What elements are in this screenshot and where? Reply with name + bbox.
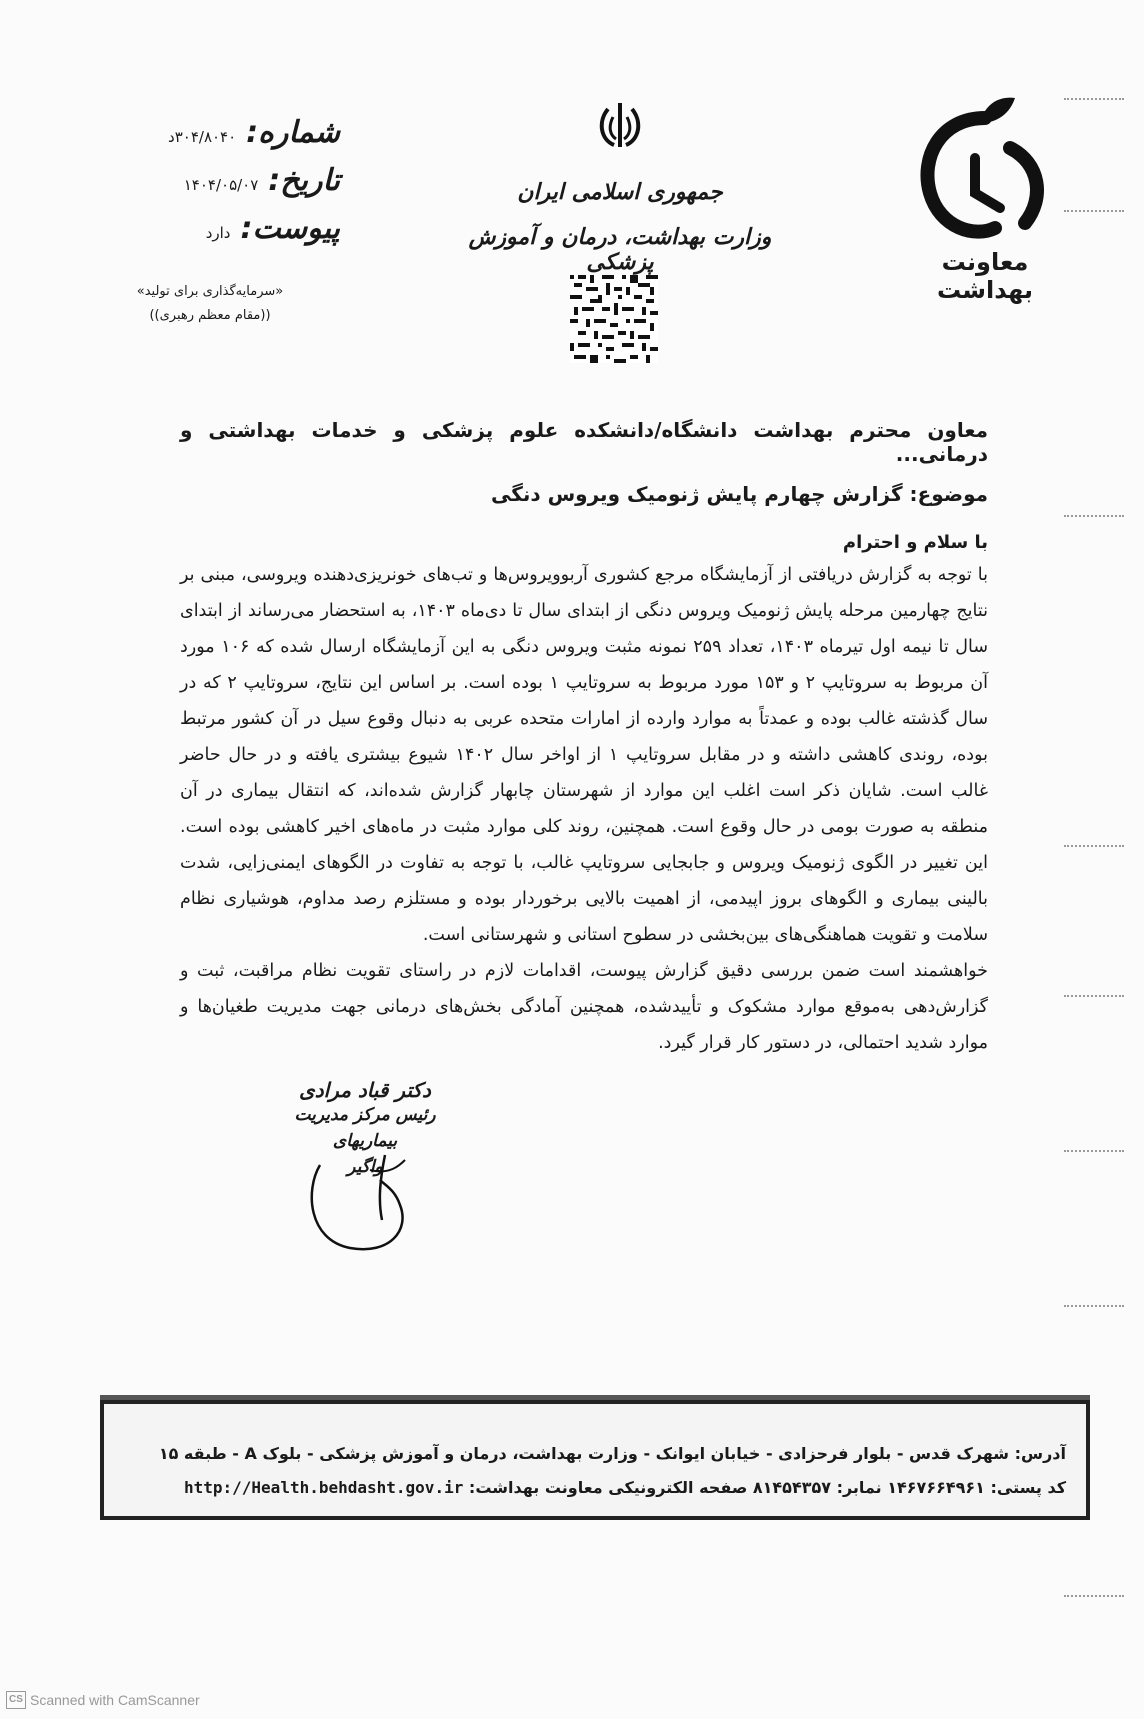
attachment-value: دارد	[205, 224, 231, 242]
letter-meta	[120, 115, 340, 259]
footer-contact	[184, 1478, 1066, 1497]
signatory-title-line1: رئیس مرکز مدیریت بیماریهای	[294, 1105, 436, 1151]
logo-label: معاونت بهداشت	[937, 248, 1033, 304]
apple-logo-icon	[900, 88, 1070, 248]
margin-mark	[1064, 1150, 1124, 1152]
deputy-health-logo	[900, 88, 1070, 304]
camscanner-icon: CS	[6, 1691, 26, 1709]
paragraph-2: خواهشمند است ضمن بررسی دقیق گزارش پیوست، اقدامات لازم در راستای تقویت نظام مراقبت، ثبت و گزارش‌دهی به‌موقع موارد مشکوک و تأییدشده، همچنین آمادگی بخش‌های درمانی جهت مدیریت طغیان‌ها و موارد شدید احتمالی، در دستور کار قرار گیرد.	[180, 961, 988, 1053]
qr-code-icon	[570, 275, 658, 363]
footer-url-link[interactable]: http://Health.behdasht.gov.ir	[183, 1478, 464, 1497]
emblem-ministry-text: وزارت بهداشت، درمان و آموزش پزشکی	[468, 225, 772, 275]
footer-box	[100, 1400, 1090, 1520]
date-value: ۱۴۰۴/۰۵/۰۷	[183, 176, 259, 194]
handwritten-signature-icon	[300, 1150, 430, 1260]
attachment-row	[120, 211, 340, 259]
addressee: معاون محترم بهداشت دانشگاه/دانشکده علوم پزشکی و خدمات بهداشتی و درمانی...	[180, 418, 988, 466]
ministry-emblem	[450, 95, 790, 365]
emblem-republic-text: جمهوری اسلامی ایران	[517, 180, 723, 205]
signatory-title-line2: واگیر	[347, 1157, 383, 1177]
attachment-label: پیوست:	[240, 211, 340, 246]
date-label: تاریخ:	[268, 163, 340, 198]
letter-body	[180, 418, 988, 1061]
scanner-watermark	[6, 1691, 200, 1709]
footer-contact-text: کد پستی: ۱۴۶۷۶۶۴۹۶۱ نمابر: ۸۱۴۵۴۳۵۷ صفحه الکترونیکی معاونت بهداشت:	[468, 1478, 1066, 1497]
signatory-name: دکتر قباد مرادی	[299, 1078, 431, 1102]
margin-mark	[1064, 845, 1124, 847]
greeting: با سلام و احترام	[842, 532, 988, 553]
margin-mark	[1064, 1305, 1124, 1307]
margin-mark	[1064, 98, 1124, 100]
number-label: شماره:	[246, 115, 340, 150]
footer-address: آدرس: شهرک قدس - بلوار فرحزادی - خیابان ایوانک - وزارت بهداشت، درمان و آموزش پزشکی - بلوک A - طبقه ۱۵	[158, 1444, 1066, 1463]
margin-mark	[1064, 210, 1124, 212]
date-row	[120, 163, 340, 211]
slogan	[120, 280, 300, 328]
slogan-line2: ((مقام معظم رهبری))	[149, 308, 271, 323]
number-value: ۳۰۴/۸۰۴۰د	[168, 128, 237, 146]
margin-mark	[1064, 1595, 1124, 1597]
slogan-line1: «سرمایه‌گذاری برای تولید»	[136, 284, 284, 299]
margin-mark	[1064, 515, 1124, 517]
iran-emblem-icon	[590, 95, 650, 155]
margin-mark	[1064, 995, 1124, 997]
subject-line: موضوع: گزارش چهارم پایش ژنومیک ویروس دنگی	[490, 482, 988, 506]
scanner-text: Scanned with CamScanner	[30, 1692, 200, 1708]
number-row	[120, 115, 340, 163]
paragraph-1: با توجه به گزارش دریافتی از آزمایشگاه مرجع کشوری آربوویروس‌ها و تب‌های خونریزی‌دهنده ویروسی، مبنی بر نتایج چهارمین مرحله پایش ژنومیک ویروس دنگی از ابتدای سال تا دی‌ماه ۱۴۰۳، به استحضار می‌رساند از ابتدای سال تا نیمه اول تیرماه ۱۴۰۳، تعداد ۲۵۹ نمونه مثبت ویروس دنگی به این آزمایشگاه ارسال شده که ۱۰۶ مورد آن مربوط به سروتایپ ۲ و ۱۵۳ مورد مربوط به سروتایپ ۱ بوده است. بر اساس این نتایج، سروتایپ ۲ که در سال گذشته غالب بوده و عمدتاً به موارد وارده از امارات متحده عربی به دنبال وقوع سیل در آن کشور مرتبط بوده، روندی کاهشی داشته و در مقابل سروتایپ ۱ از اواخر سال ۱۴۰۲ شیوع بیشتری یافته و در حال حاضر غالب است. شایان ذکر است اغلب این موارد از شهرستان چابهار گزارش شده‌اند، که انتقال بیماری در آن منطقه به صورت بومی در حال وقوع است. همچنین، روند کلی موارد مثبت در ماه‌های اخیر کاهشی بوده است. این تغییر در الگوی ژنومیک ویروس و جابجایی سروتایپ غالب، با توجه به تفاوت در الگوهای ایمنی‌زایی، شدت بالینی بیماری و الگوهای بروز اپیدمی، از اهمیت بالایی برخوردار بوده و مستلزم رصد مداوم، هوشیاری نظام سلامت و تقویت هماهنگی‌های بین‌بخشی در سطوح استانی و شهرستانی است.	[180, 565, 989, 945]
